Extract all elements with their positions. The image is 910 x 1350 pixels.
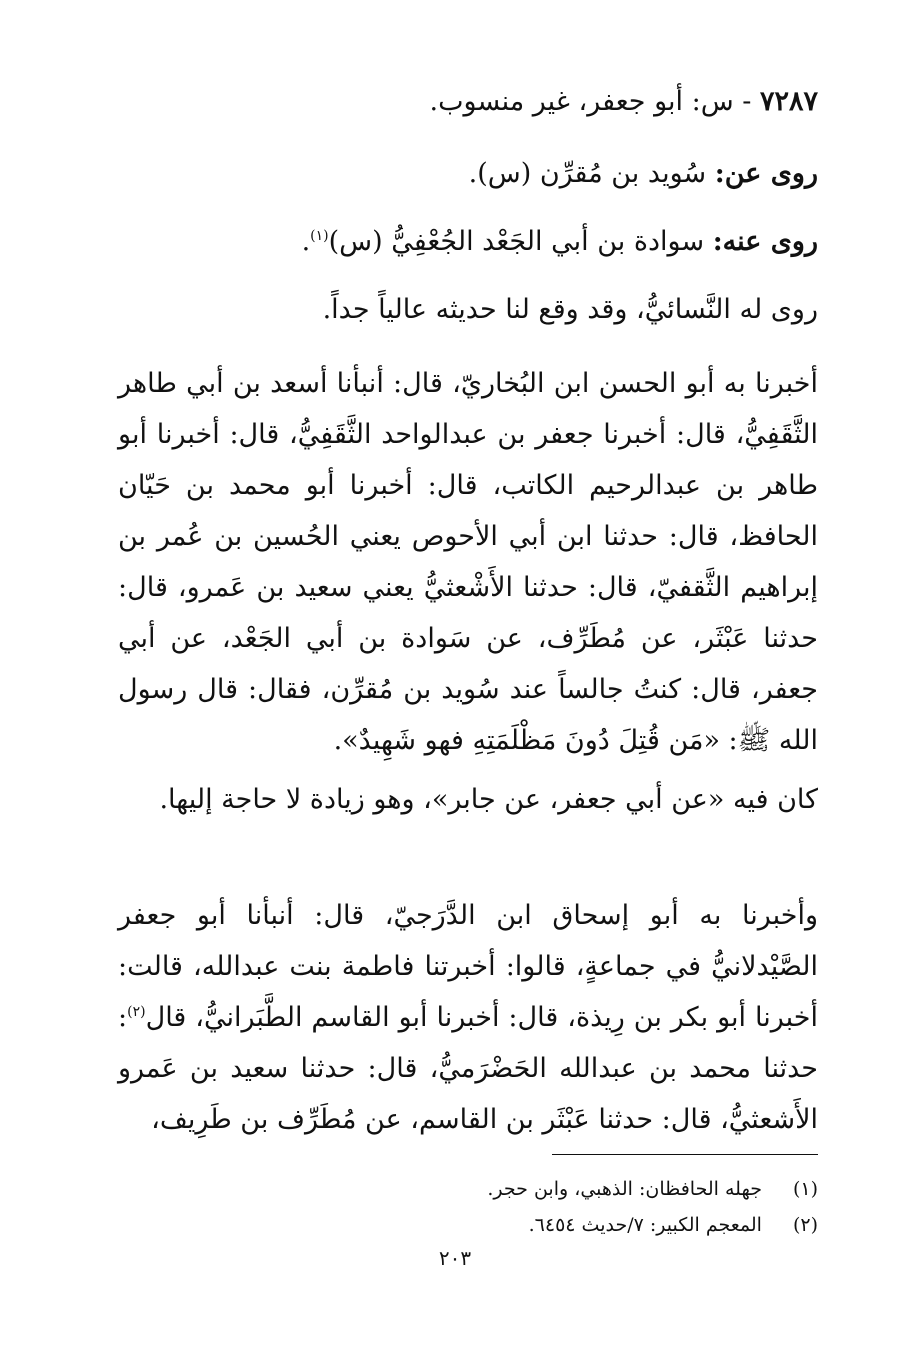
- isnad-paragraph-2-rest: : حدثنا محمد بن عبدالله الحَضْرَميُّ، قال: حدثنا سعيد بن عَمرو الأَشعثيُّ، قال: حدثنا عَبْثَر بن القاسم، عن مُطَرِّف بن طَرِيف،: [118, 1002, 818, 1135]
- entry-number: ٧٢٨٧: [759, 86, 818, 117]
- isnad-paragraph-2-start: وأخبرنا به أبو إسحاق ابن الدَّرَجيّ، قال: أنبأنا أبو جعفر الصَّيْدلانيُّ في جماعةٍ، قالوا: أخبرتنا فاطمة بنت عبدالله، قالت: أخبرنا أبو بكر بن رِيذة، قال: أخبرنا أبو القاسم الطَّبَرانيُّ، قال: [118, 900, 818, 1033]
- footnote-1-number: (١): [792, 1178, 818, 1200]
- isnad-paragraph-1: أخبرنا به أبو الحسن ابن البُخاريّ، قال: أنبأنا أسعد بن أبي طاهر الثَّقَفِيُّ، قال: أخبرنا جعفر بن عبدالواحد الثَّقَفِيُّ، قال: أخبرنا أبو طاهر بن عبدالرحيم الكاتب، قال: أخبرنا أبو محمد بن حَيّان الحافظ، قال: حدثنا ابن أبي الأحوص يعني الحُسين بن عُمر بن إبراهيم الثَّقفيّ، قال: حدثنا الأَشْعثيُّ يعني سعيد بن عَمرو، قال: حدثنا عَبْثَر، عن مُطَرِّف، عن سَوادة بن أبي الجَعْد، عن أبي جعفر، قال: كنتُ جالساً عند سُويد بن مُقرِّن، فقال: قال رسول الله ﷺ: «مَن قُتِلَ دُونَ مَظْلَمَتِهِ فهو شَهِيدٌ».: [118, 368, 818, 756]
- narrated-by-label: روى عنه:: [712, 226, 818, 257]
- narrated-from-line: [118, 158, 818, 189]
- footnote-1: [118, 1178, 818, 1200]
- narrated-from-label: روى عن:: [714, 158, 818, 189]
- narrated-by-text: سوادة بن أبي الجَعْد الجُعْفِيُّ (س): [328, 226, 705, 257]
- footnote-2-text: المعجم الكبير: ٧/حديث ٦٤٥٤.: [528, 1214, 762, 1236]
- footnote-2-number: (٢): [792, 1214, 818, 1236]
- narrated-by-end: .: [301, 226, 311, 257]
- footnote-ref-2: (٢): [127, 1004, 146, 1020]
- entry-text: - س: أبو جعفر، غير منسوب.: [429, 86, 752, 117]
- page-number: ٢٠٣: [438, 1246, 472, 1270]
- narrated-by-line: [118, 226, 818, 257]
- note-paragraph: كان فيه «عن أبي جعفر، عن جابر»، وهو زيادة لا حاجة إليها.: [159, 784, 818, 815]
- footnote-2: [118, 1214, 818, 1236]
- nasai-line: روى له النَّسائيُّ، وقد وقع لنا حديثه عالياً جداً.: [322, 294, 818, 325]
- entry-heading-line: [118, 86, 818, 117]
- footnote-1-text: جهله الحافظان: الذهبي، وابن حجر.: [487, 1178, 762, 1200]
- narrated-from-text: سُويد بن مُقرِّن (س).: [468, 158, 707, 189]
- isnad-paragraph-2: [118, 890, 818, 1145]
- footnote-ref-1: (١): [310, 228, 329, 244]
- footnote-divider: [552, 1154, 818, 1155]
